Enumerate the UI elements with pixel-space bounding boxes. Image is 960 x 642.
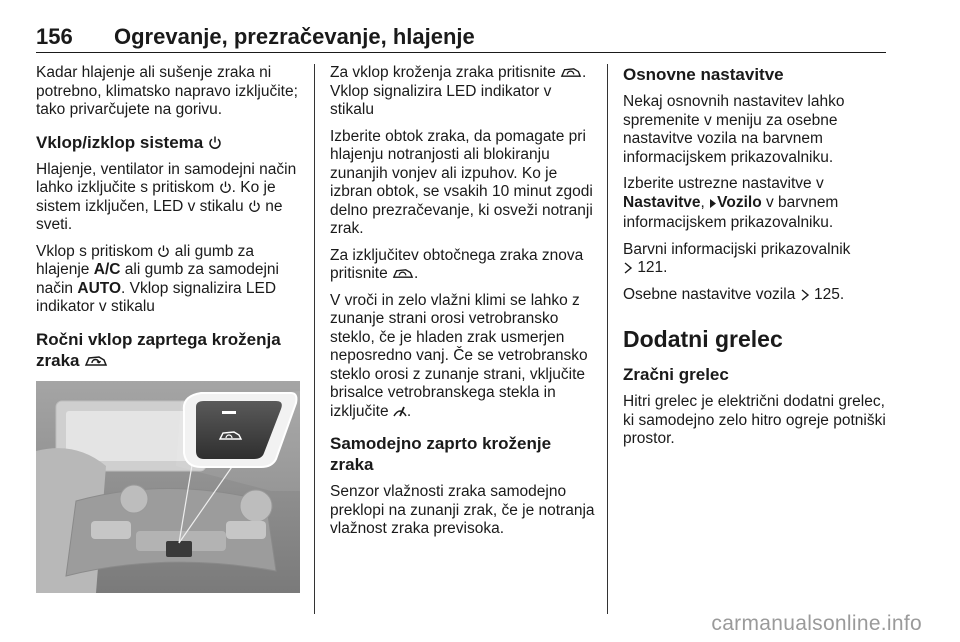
power-icon [208, 135, 222, 150]
recirculation-icon [560, 66, 582, 79]
recirc-on-paragraph: Za vklop kroženja zraka pritisnite . Vklop signalizira LED indikator v stikalu [330, 64, 587, 118]
reference-arrow-icon [623, 262, 633, 274]
color-display-paragraph: Barvni informacijski prikazovalnik 121. [623, 240, 851, 276]
heading-system-onoff: Vklop/izklop sistema [36, 132, 302, 153]
menu-vozilo: Vozilo [717, 193, 762, 211]
onoff-paragraph: Hlajenje, ventilator in samodejni način lahko izključite s pritiskom . Ko je sistem izključen, LED v stikalu ne sveti. [36, 160, 297, 233]
menu-arrow-icon [709, 196, 717, 215]
column-3 [623, 64, 889, 457]
page-header [36, 26, 886, 53]
auto-recirc-paragraph: Senzor vlažnosti zraka samodejno preklopi na zunanji zrak, če je notranja vlažnost zraka previsoka. [330, 483, 595, 537]
ac-label: A/C [93, 261, 121, 278]
switch-on-paragraph: Vklop s pritiskom ali gumb za hlajenje A/C ali gumb za samodejni način AUTO. Vklop signalizira LED indikator v stikalu [36, 242, 279, 315]
basic-settings-paragraph: Nekaj osnovnih nastavitev lahko spremenite v meniju za osebne nastavitve vozila na barvnem informacijskem prikazovalniku. [623, 93, 845, 166]
menu-nastavitve: Nastavitve [623, 193, 701, 211]
windshield-wiper-icon [393, 404, 407, 418]
reference-arrow-icon [800, 289, 810, 301]
recirculation-icon [392, 267, 414, 280]
column-2 [330, 64, 595, 547]
recirc-off-paragraph: Za izključitev obtočnega zraka znova pritisnite . [330, 246, 584, 282]
auto-label: AUTO [77, 279, 122, 297]
air-heater-paragraph: Hitri grelec je električni dodatni grelec, ki samodejno zelo hitro ogreje potniški prostor. [623, 393, 886, 447]
recirculation-icon [84, 354, 108, 368]
page-number: 156 [36, 24, 73, 49]
watermark: carmanualsonline.info [711, 612, 922, 635]
climate-control-photo [36, 381, 300, 593]
personal-settings-paragraph: Osebne nastavitve vozila 125. [623, 285, 845, 303]
climate-panel-illustration [36, 381, 300, 593]
column-divider-2 [607, 64, 608, 614]
power-icon [219, 180, 232, 194]
heading-air-heater: Zračni grelec [623, 365, 729, 384]
column-1 [36, 64, 302, 593]
select-settings-paragraph: Izberite ustrezne nastavitve v Nastavitve, Vozilo v barvnem informacijskem prikazovalniku. [623, 175, 839, 231]
column-divider-1 [314, 64, 315, 614]
heading-auto-recirculation: Samodejno zaprto kroženje zraka [330, 434, 552, 474]
heading-auxiliary-heater: Dodatni grelec [623, 326, 783, 352]
select-recirc-paragraph: Izberite obtok zraka, da pomagate pri hlajenju notranjosti ali blokiranju zunanjih vonjev ali izpuhov. Ko je izbran obtok, se vsakih 10 minut zgodi delno prezračevanje, ki osveži notranji zrak. [330, 127, 593, 237]
power-icon [248, 199, 261, 213]
heading-manual-recirculation: Ročni vklop zaprtega kroženja zraka [36, 329, 281, 370]
heading-basic-settings: Osnovne nastavitve [623, 65, 784, 84]
intro-paragraph: Kadar hlajenje ali sušenje zraka ni potrebno, klimatsko napravo izključite; tako privarčujete na gorivu. [36, 64, 298, 118]
page-title: Ogrevanje, prezračevanje, hlajenje [114, 24, 475, 49]
humid-climate-paragraph: V vroči in zelo vlažni klimi se lahko z zunanje strani orosi vetrobransko steklo, če je hladen zrak usmerjen neposredno vanj. Če se vetrobransko steklo orosi z zunanje strani, vključite brisalce vetrobranskega stekla in izključite . [330, 291, 588, 420]
power-icon [157, 244, 170, 258]
